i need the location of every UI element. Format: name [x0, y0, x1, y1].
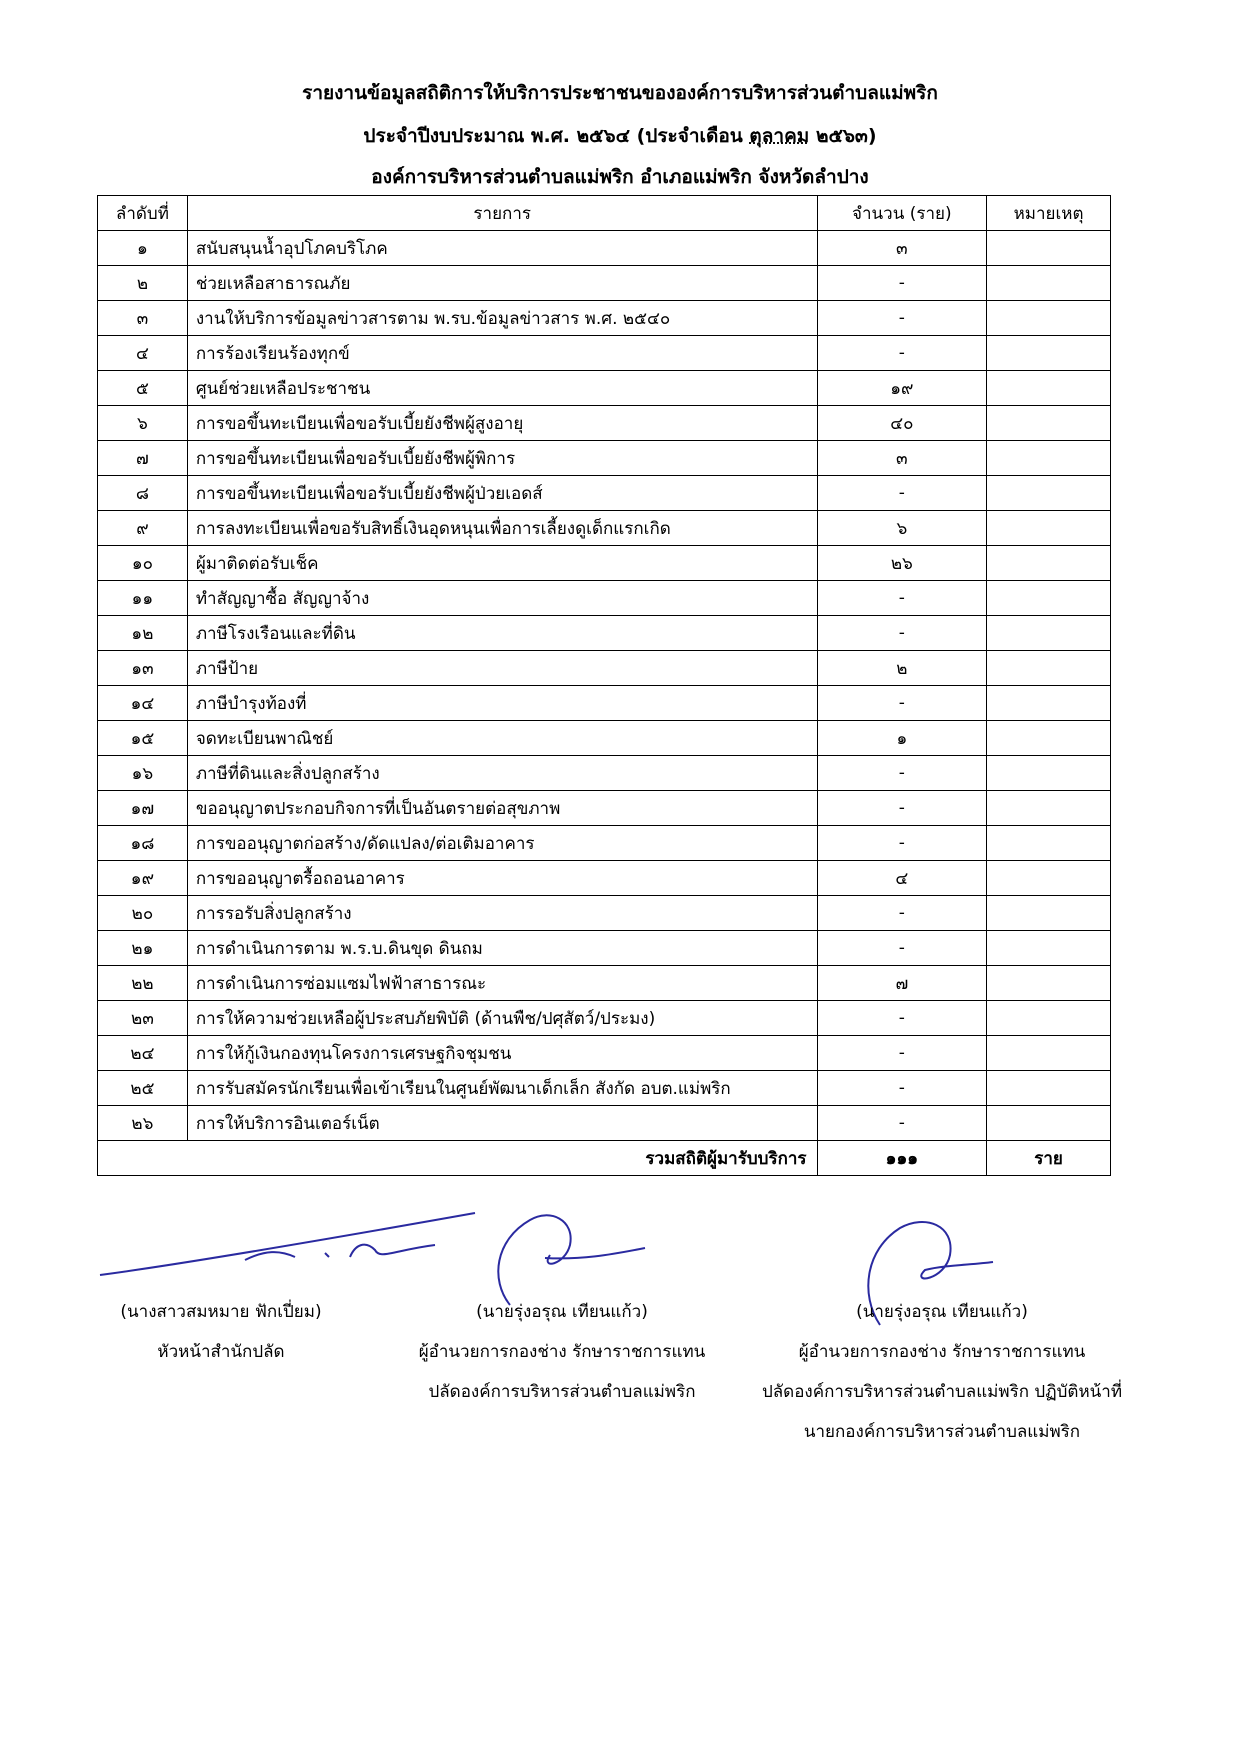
row-item: ภาษีที่ดินและสิ่งปลูกสร้าง	[187, 756, 817, 791]
row-note	[987, 266, 1111, 301]
row-note	[987, 756, 1111, 791]
table-row	[98, 1001, 1111, 1036]
table-row	[98, 616, 1111, 651]
row-number: ๘	[98, 476, 188, 511]
row-count: ๓	[817, 231, 987, 266]
row-item: ศูนย์ช่วยเหลือประชาชน	[187, 371, 817, 406]
row-count: ๑	[817, 721, 987, 756]
row-note	[987, 826, 1111, 861]
report-title: รายงานข้อมูลสถิติการให้บริการประชาชนขององค์การบริหารส่วนตำบลแม่พริก	[302, 82, 938, 104]
row-number: ๑๖	[98, 756, 188, 791]
column-header-item: รายการ	[187, 196, 817, 231]
row-note	[987, 616, 1111, 651]
row-item: การรับสมัครนักเรียนเพื่อเข้าเรียนในศูนย์พัฒนาเด็กเล็ก สังกัด อบต.แม่พริก	[187, 1071, 817, 1106]
table-row	[98, 336, 1111, 371]
row-count: -	[817, 616, 987, 651]
row-number: ๒๑	[98, 931, 188, 966]
row-item: การให้กู้เงินกองทุนโครงการเศรษฐกิจชุมชน	[187, 1036, 817, 1071]
table-row	[98, 896, 1111, 931]
total-spacer	[98, 1141, 188, 1176]
row-number: ๒๖	[98, 1106, 188, 1141]
signer-1-name: (นางสาวสมหมาย ฟักเปี่ยม)	[120, 1302, 322, 1322]
table-row	[98, 301, 1111, 336]
signer-3-title-line-2: ปลัดองค์การบริหารส่วนตำบลแม่พริก ปฏิบัติหน้าที่	[761, 1382, 1123, 1402]
row-count: ๒๖	[817, 546, 987, 581]
row-item: การลงทะเบียนเพื่อขอรับสิทธิ์เงินอุดหนุนเพื่อการเลี้ยงดูเด็กแรกเกิด	[187, 511, 817, 546]
row-number: ๒๔	[98, 1036, 188, 1071]
row-count: -	[817, 336, 987, 371]
table-row	[98, 931, 1111, 966]
row-note	[987, 406, 1111, 441]
row-count: ๔	[817, 861, 987, 896]
row-number: ๗	[98, 441, 188, 476]
row-note	[987, 1106, 1111, 1141]
row-item: การขออนุญาตรื้อถอนอาคาร	[187, 861, 817, 896]
row-count: -	[817, 931, 987, 966]
total-row	[98, 1141, 1111, 1176]
row-number: ๒๒	[98, 966, 188, 1001]
signature-block-3	[732, 1292, 1152, 1452]
row-item: การร้องเรียนร้องทุกข์	[187, 336, 817, 371]
signer-3-title-line-1: ผู้อำนวยการกองช่าง รักษาราชการแทน	[798, 1342, 1086, 1362]
row-item: การขอขึ้นทะเบียนเพื่อขอรับเบี้ยยังชีพผู้ป่วยเอดส์	[187, 476, 817, 511]
signature-block-2	[392, 1292, 732, 1412]
table-row	[98, 371, 1111, 406]
table-row	[98, 1106, 1111, 1141]
row-item: ภาษีบำรุงท้องที่	[187, 686, 817, 721]
row-number: ๑๐	[98, 546, 188, 581]
row-number: ๓	[98, 301, 188, 336]
row-item: ภาษีป้าย	[187, 651, 817, 686]
table-row	[98, 581, 1111, 616]
table-row	[98, 651, 1111, 686]
row-count: -	[817, 476, 987, 511]
row-note	[987, 231, 1111, 266]
row-count: -	[817, 1036, 987, 1071]
table-row	[98, 861, 1111, 896]
row-item: ผู้มาติดต่อรับเช็ค	[187, 546, 817, 581]
statistics-table	[97, 195, 1111, 1176]
row-item: การรอรับสิ่งปลูกสร้าง	[187, 896, 817, 931]
row-note	[987, 686, 1111, 721]
table-row	[98, 966, 1111, 1001]
table-row	[98, 686, 1111, 721]
row-item: การดำเนินการตาม พ.ร.บ.ดินขุด ดินถม	[187, 931, 817, 966]
row-count: ๑๙	[817, 371, 987, 406]
row-count: -	[817, 686, 987, 721]
row-note	[987, 301, 1111, 336]
report-subtitle	[0, 121, 1240, 151]
total-unit: ราย	[987, 1141, 1111, 1176]
row-note	[987, 476, 1111, 511]
fiscal-year-text: ประจำปีงบประมาณ พ.ศ. ๒๕๖๔ (ประจำเดือน	[363, 125, 743, 147]
row-item: การให้บริการอินเตอร์เน็ต	[187, 1106, 817, 1141]
row-number: ๑	[98, 231, 188, 266]
table-row	[98, 406, 1111, 441]
row-count: -	[817, 826, 987, 861]
table-row	[98, 546, 1111, 581]
column-header-note: หมายเหตุ	[987, 196, 1111, 231]
row-count: -	[817, 1001, 987, 1036]
column-header-no: ลำดับที่	[98, 196, 188, 231]
report-month-year: ๒๕๖๓)	[815, 125, 877, 147]
row-note	[987, 336, 1111, 371]
row-count: -	[817, 896, 987, 931]
row-number: ๒	[98, 266, 188, 301]
row-count: ๖	[817, 511, 987, 546]
row-number: ๑๑	[98, 581, 188, 616]
table-row	[98, 441, 1111, 476]
row-note	[987, 581, 1111, 616]
row-count: ๗	[817, 966, 987, 1001]
organization-line: องค์การบริหารส่วนตำบลแม่พริก อำเภอแม่พริก จังหวัดลำปาง	[371, 166, 869, 188]
row-number: ๒๕	[98, 1071, 188, 1106]
row-item: การให้ความช่วยเหลือผู้ประสบภัยพิบัติ (ด้านพืช/ปศุสัตว์/ประมง)	[187, 1001, 817, 1036]
row-count: -	[817, 1106, 987, 1141]
row-item: ทำสัญญาซื้อ สัญญาจ้าง	[187, 581, 817, 616]
signer-3-name: (นายรุ่งอรุณ เทียนแก้ว)	[856, 1302, 1028, 1322]
row-item: สนับสนุนน้ำอุปโภคบริโภค	[187, 231, 817, 266]
table-row	[98, 1036, 1111, 1071]
row-note	[987, 371, 1111, 406]
row-note	[987, 441, 1111, 476]
total-label: รวมสถิติผู้มารับบริการ	[187, 1141, 817, 1176]
row-number: ๖	[98, 406, 188, 441]
row-note	[987, 861, 1111, 896]
row-note	[987, 546, 1111, 581]
row-number: ๑๔	[98, 686, 188, 721]
table-row	[98, 826, 1111, 861]
row-note	[987, 791, 1111, 826]
row-number: ๑๘	[98, 826, 188, 861]
table-row	[98, 1071, 1111, 1106]
row-count: -	[817, 301, 987, 336]
column-header-count: จำนวน (ราย)	[817, 196, 987, 231]
row-note	[987, 931, 1111, 966]
table-row	[98, 721, 1111, 756]
row-count: ๓	[817, 441, 987, 476]
table-header-row	[98, 196, 1111, 231]
row-count: ๒	[817, 651, 987, 686]
row-count: ๔๐	[817, 406, 987, 441]
row-note	[987, 511, 1111, 546]
row-number: ๑๙	[98, 861, 188, 896]
signature-block-1	[86, 1292, 356, 1372]
row-item: การขออนุญาตก่อสร้าง/ดัดแปลง/ต่อเติมอาคาร	[187, 826, 817, 861]
table-row	[98, 756, 1111, 791]
table-body	[98, 231, 1111, 1141]
table-row	[98, 266, 1111, 301]
row-note	[987, 1071, 1111, 1106]
table-row	[98, 476, 1111, 511]
row-item: การดำเนินการซ่อมแซมไฟฟ้าสาธารณะ	[187, 966, 817, 1001]
row-count: -	[817, 791, 987, 826]
row-number: ๑๓	[98, 651, 188, 686]
row-number: ๒๐	[98, 896, 188, 931]
row-item: ภาษีโรงเรือนและที่ดิน	[187, 616, 817, 651]
row-note	[987, 966, 1111, 1001]
signer-3-title-line-3: นายกองค์การบริหารส่วนตำบลแม่พริก	[803, 1422, 1081, 1442]
row-number: ๕	[98, 371, 188, 406]
row-item: งานให้บริการข้อมูลข่าวสารตาม พ.รบ.ข้อมูลข่าวสาร พ.ศ. ๒๕๔๐	[187, 301, 817, 336]
row-count: -	[817, 1071, 987, 1106]
signature-1-scribble	[95, 1205, 515, 1295]
signer-2-title-line-2: ปลัดองค์การบริหารส่วนตำบลแม่พริก	[428, 1382, 696, 1402]
row-number: ๑๕	[98, 721, 188, 756]
table-row	[98, 791, 1111, 826]
total-count: ๑๑๑	[817, 1141, 987, 1176]
signer-2-name: (นายรุ่งอรุณ เทียนแก้ว)	[476, 1302, 648, 1322]
signer-2-title-line-1: ผู้อำนวยการกองช่าง รักษาราชการแทน	[418, 1342, 706, 1362]
row-note	[987, 1036, 1111, 1071]
row-number: ๙	[98, 511, 188, 546]
row-item: ช่วยเหลือสาธารณภัย	[187, 266, 817, 301]
table-row	[98, 511, 1111, 546]
row-number: ๒๓	[98, 1001, 188, 1036]
row-number: ๑๗	[98, 791, 188, 826]
row-item: จดทะเบียนพาณิชย์	[187, 721, 817, 756]
signer-1-title-line-1: หัวหน้าสำนักปลัด	[157, 1342, 285, 1362]
row-item: การขอขึ้นทะเบียนเพื่อขอรับเบี้ยยังชีพผู้พิการ	[187, 441, 817, 476]
row-number: ๑๒	[98, 616, 188, 651]
row-count: -	[817, 581, 987, 616]
row-note	[987, 651, 1111, 686]
row-item: การขอขึ้นทะเบียนเพื่อขอรับเบี้ยยังชีพผู้สูงอายุ	[187, 406, 817, 441]
row-note	[987, 896, 1111, 931]
row-count: -	[817, 266, 987, 301]
row-count: -	[817, 756, 987, 791]
row-note	[987, 1001, 1111, 1036]
row-note	[987, 721, 1111, 756]
row-number: ๔	[98, 336, 188, 371]
row-item: ขออนุญาตประกอบกิจการที่เป็นอันตรายต่อสุขภาพ	[187, 791, 817, 826]
report-month: ตุลาคม	[749, 125, 810, 147]
table-row	[98, 231, 1111, 266]
